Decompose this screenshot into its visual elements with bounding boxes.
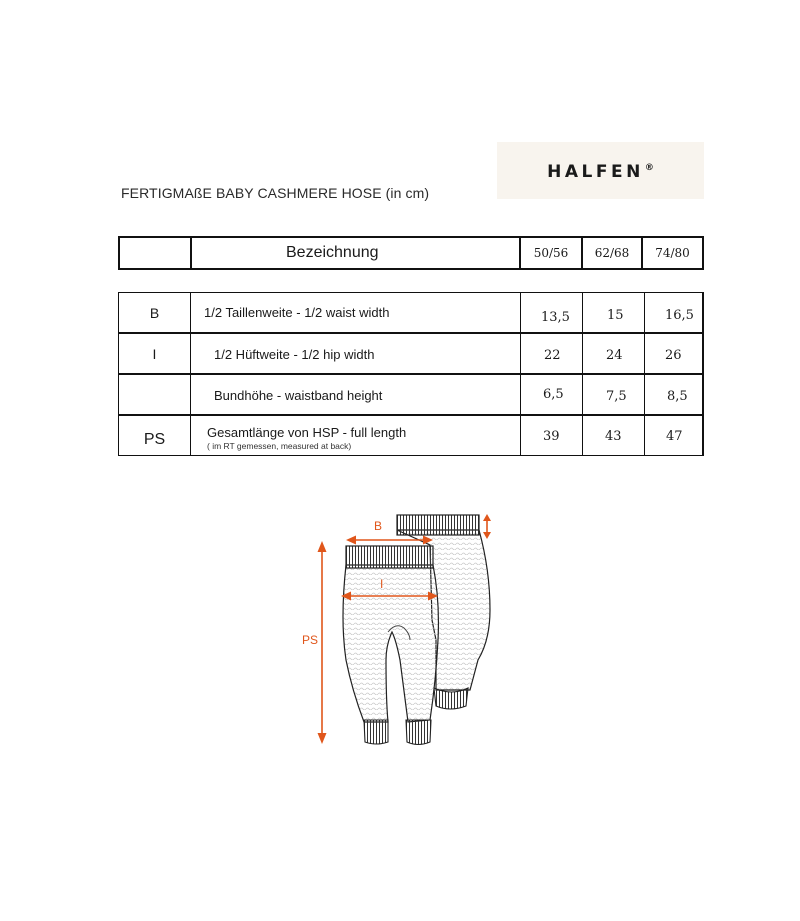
row-description: 1/2 Hüftweite - 1/2 hip width: [214, 347, 375, 362]
row-value-size-1: 39: [543, 429, 560, 444]
waistband-arrow: [483, 514, 491, 539]
row-value-size-2: 24: [606, 348, 623, 363]
value-cell: [521, 293, 583, 332]
row-key: [119, 375, 191, 414]
row-description: Bundhöhe - waistband height: [214, 388, 383, 403]
row-value-size-1: 22: [544, 348, 561, 363]
row-value-size-1: 6,5: [543, 387, 564, 402]
table-row: [119, 416, 703, 455]
value-cell: [583, 375, 645, 414]
row-value-size-3: 16,5: [665, 308, 694, 323]
value-cell: [645, 293, 703, 332]
value-cell: [521, 334, 583, 373]
pants-measurement-illustration: [290, 500, 510, 760]
row-description: Gesamtlänge von HSP - full length: [207, 425, 407, 440]
table-row: [119, 375, 703, 416]
row-value-size-2: 7,5: [606, 389, 627, 404]
value-cell: [521, 416, 583, 455]
row-value-size-3: 47: [666, 429, 683, 444]
row-description: 1/2 Taillenweite - 1/2 waist width: [204, 305, 390, 320]
row-description-cell: [191, 375, 521, 414]
pants-front-drawing: [343, 546, 438, 745]
hip-label: I: [380, 577, 384, 591]
table-row: [119, 293, 703, 334]
row-value-size-1: 13,5: [541, 310, 570, 325]
row-key: PS: [119, 416, 191, 455]
header-size-2: 62/68: [583, 238, 643, 268]
brand-logo: [497, 142, 704, 199]
table-row: [119, 334, 703, 375]
row-description-cell: [191, 293, 521, 332]
value-cell: [521, 375, 583, 414]
row-description-cell: [191, 334, 521, 373]
registered-mark: ®: [644, 162, 654, 173]
header-description: Bezeichnung: [192, 238, 521, 268]
measurement-table: [118, 292, 704, 456]
row-value-size-2: 43: [605, 429, 622, 444]
row-value-size-2: 15: [607, 308, 624, 323]
header-size-1: 50/56: [521, 238, 583, 268]
value-cell: [645, 375, 703, 414]
waist-label: B: [374, 519, 383, 533]
row-value-size-3: 26: [665, 348, 682, 363]
value-cell: [583, 416, 645, 455]
length-arrow: [318, 541, 327, 744]
row-description-cell: [191, 416, 521, 455]
length-label: PS: [302, 633, 319, 647]
document-title: FERTIGMAßE BABY CASHMERE HOSE (in cm): [121, 185, 430, 201]
value-cell: [583, 293, 645, 332]
value-cell: [645, 334, 703, 373]
row-key: B: [119, 293, 191, 332]
row-key: I: [119, 334, 191, 373]
row-note: ( im RT gemessen, measured at back): [207, 441, 352, 451]
size-header-table: [118, 236, 704, 270]
value-cell: [583, 334, 645, 373]
brand-name: HALFEN®: [547, 161, 654, 182]
header-label-cell: [120, 238, 192, 268]
row-value-size-3: 8,5: [667, 389, 688, 404]
header-size-3: 74/80: [655, 246, 690, 260]
value-cell: [645, 416, 703, 455]
